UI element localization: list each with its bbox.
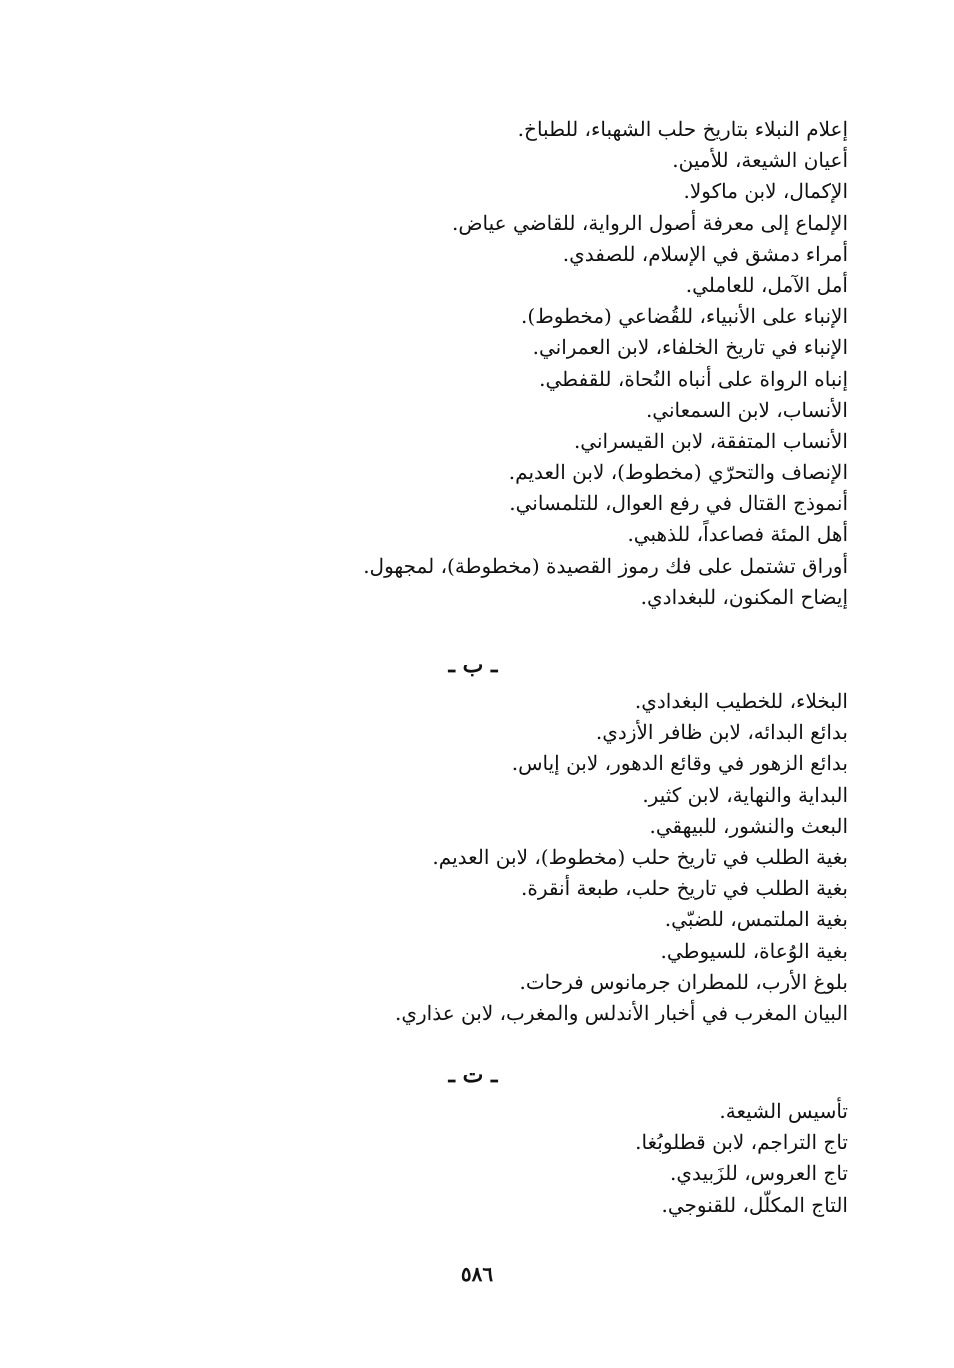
list-item: أمراء دمشق في الإسلام، للصفدي. — [562, 241, 848, 266]
list-item: إيضاح المكنون، للبغدادي. — [640, 584, 848, 609]
section-heading-ba: ـ ب ـ — [448, 652, 498, 678]
list-item: الإنباء في تاريخ الخلفاء، لابن العمراني. — [532, 335, 848, 360]
list-item: بغية الطلب في تاريخ حلب، طبعة أنقرة. — [521, 876, 848, 901]
list-item: البخلاء، للخطيب البغدادي. — [634, 689, 848, 713]
list-item: تاج العروس، للزَبيدي. — [669, 1161, 848, 1186]
list-item: بدائع البدائه، لابن ظافر الأزدي. — [595, 720, 848, 745]
section-alif — [348, 114, 848, 613]
list-item: الإكمال، لابن ماكولا. — [683, 179, 848, 204]
page-number: ٥٨٦ — [460, 1262, 494, 1286]
list-item: إنباه الرواة على أنباه النُحاة، للقفطي. — [539, 366, 848, 391]
section-ta — [348, 1096, 848, 1221]
list-item: بدائع الزهور في وقائع الدهور، لابن إياس. — [511, 751, 848, 776]
list-item: البداية والنهاية، لابن كثير. — [642, 782, 848, 807]
list-item: أوراق تشتمل على فك رموز القصيدة (مخطوطة)، لمجهول. — [363, 553, 848, 578]
list-item: الإنصاف والتحرّي (مخطوط)، لابن العديم. — [508, 460, 848, 485]
list-item: أعيان الشيعة، للأمين. — [672, 148, 848, 173]
list-item: تأسيس الشيعة. — [719, 1099, 848, 1123]
list-item: أمل الآمل، للعاملي. — [685, 272, 848, 297]
list-item: بغية الملتمس، للضبّي. — [664, 907, 848, 932]
list-item: أهل المئة فصاعداً، للذهبي. — [627, 522, 848, 547]
list-item: إعلام النبلاء بتاريخ حلب الشهباء، للطباخ. — [517, 117, 848, 141]
list-item: الإنباء على الأنبياء، للقُضاعي (مخطوط). — [521, 304, 848, 329]
section-ba — [348, 686, 848, 1029]
list-item: أنموذج القتال في رفع العوال، للتلمساني. — [509, 491, 848, 516]
list-item: الأنساب المتفقة، لابن القيسراني. — [573, 428, 848, 453]
list-item: البعث والنشور، للبيهقي. — [649, 813, 848, 838]
list-item: تاج التراجم، لابن قطلوبُغا. — [635, 1130, 848, 1155]
list-item: بغية الطلب في تاريخ حلب (مخطوط)، لابن العديم. — [432, 844, 848, 869]
list-item: الإلماع إلى معرفة أصول الرواية، للقاضي عياض. — [451, 210, 848, 235]
list-item: بلوغ الأرب، للمطران جرمانوس فرحات. — [519, 969, 848, 994]
list-item: التاج المكلّل، للقنوجي. — [661, 1192, 848, 1217]
list-item: الأنساب، لابن السمعاني. — [645, 397, 848, 422]
section-heading-ta: ـ ت ـ — [448, 1062, 498, 1088]
list-item: بغية الوُعاة، للسيوطي. — [660, 938, 848, 963]
list-item: البيان المغرب في أخبار الأندلس والمغرب، لابن عذاري. — [395, 1000, 848, 1025]
